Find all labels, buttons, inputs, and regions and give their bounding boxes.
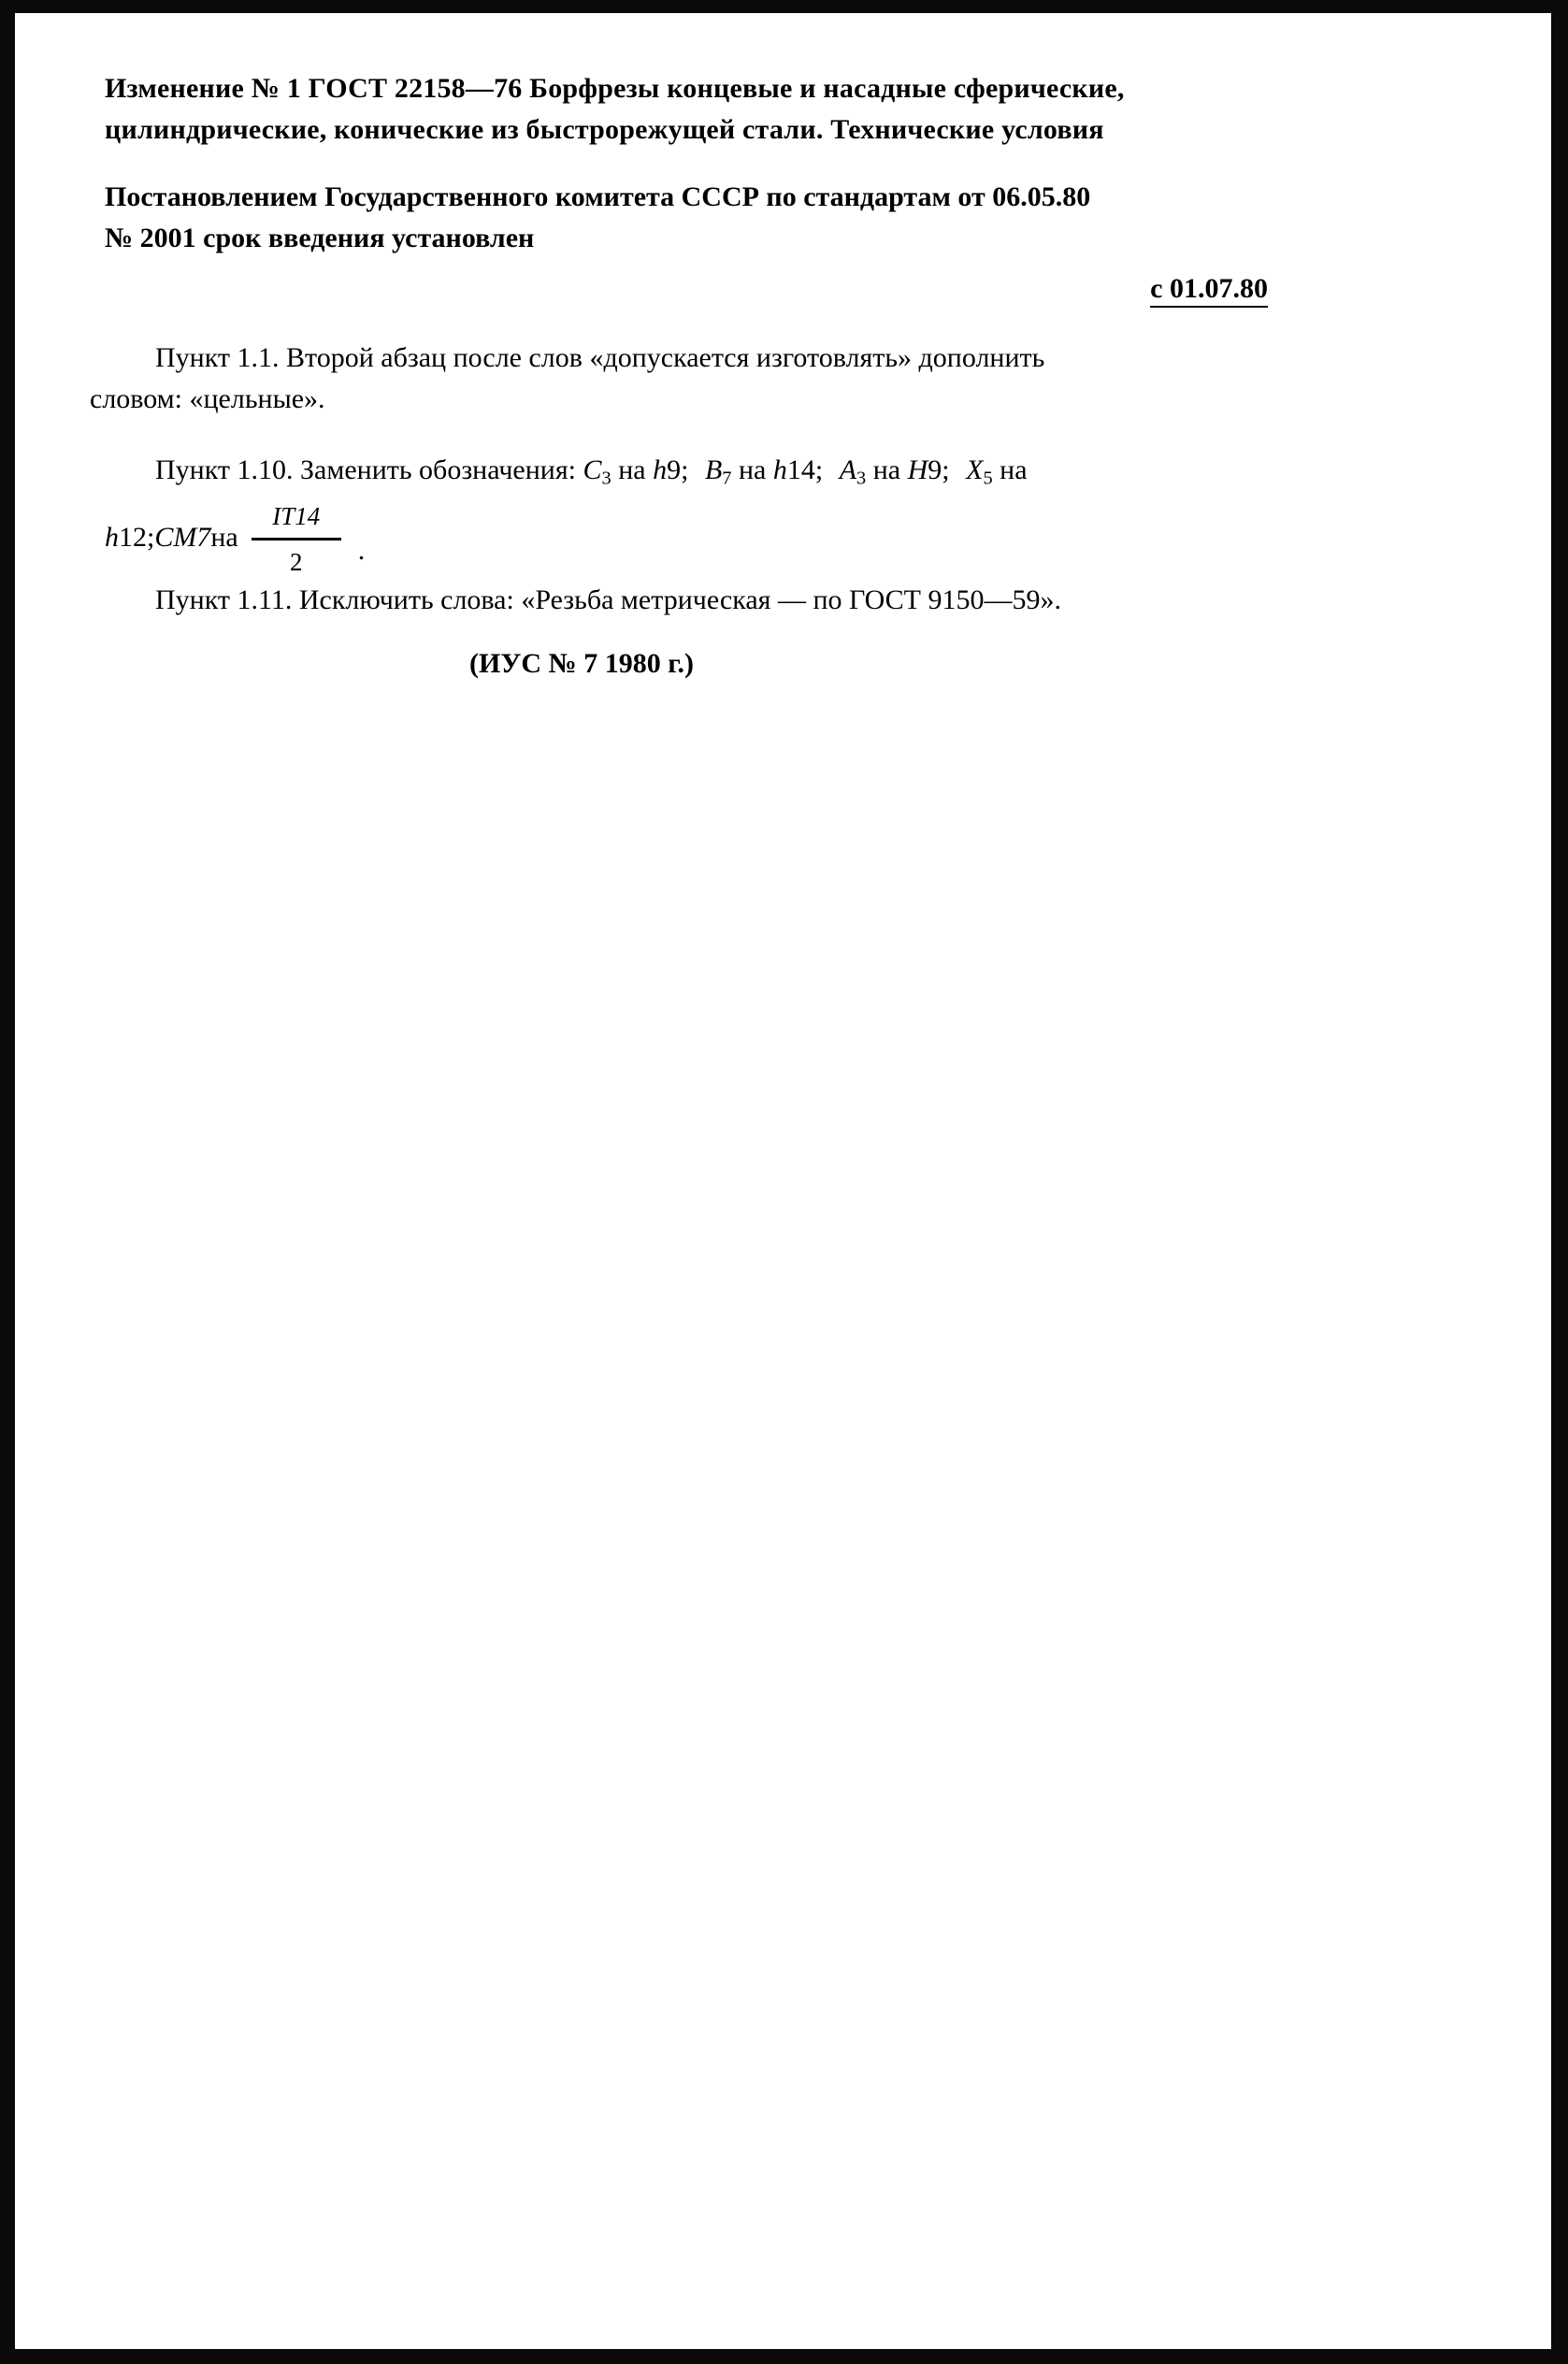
symbol-c-target: h — [653, 454, 668, 485]
symbol-a-target: H — [907, 454, 928, 485]
item-1-10-line-2 — [105, 502, 1432, 577]
symbol-b: B — [704, 454, 723, 485]
symbol-a: A — [839, 454, 857, 485]
symbol-a-target-num: 9; — [928, 454, 957, 485]
symbol-b-target: h — [772, 454, 787, 485]
symbol-b-mid: на — [731, 454, 773, 485]
symbol-c: C — [583, 454, 602, 485]
item-1-1-line-2: словом: «цельные». — [90, 383, 325, 414]
symbol-b-target-num: 14; — [786, 454, 830, 485]
document-header — [105, 69, 1432, 150]
symbol-h12: h — [105, 521, 119, 553]
header-line-2: цилиндрические, конические из быстрорежущей стали. Технические условия — [105, 114, 1104, 145]
symbol-h12-num: 12; — [119, 521, 155, 553]
symbol-c-target-num: 9; — [667, 454, 696, 485]
document-content — [90, 69, 1432, 680]
symbol-x-mid: на — [992, 454, 1028, 485]
symbol-b-sub: 7 — [722, 468, 732, 489]
fraction-it14-over-2 — [252, 497, 341, 582]
decree-block — [105, 178, 1432, 258]
item-1-10 — [105, 451, 1432, 577]
symbol-x: X — [966, 454, 984, 485]
symbol-c-mid: на — [611, 454, 654, 485]
symbol-cm7: CM7 — [154, 521, 211, 553]
decree-line-1: Постановлением Государственного комитета СССР по стандартам от 06.05.80 — [105, 181, 1091, 212]
document-page — [15, 13, 1551, 2349]
scan-edge-left — [0, 0, 15, 2364]
symbol-c-sub: 3 — [601, 468, 611, 489]
scan-edge-top — [0, 0, 1568, 13]
document-footer: (ИУС № 7 1980 г.) — [469, 647, 694, 679]
item-1-11-line-1: Пункт 1.11. Исключить слова: «Резьба метрическая — по ГОСТ 9150—59». — [155, 584, 1061, 615]
item-1-10-line-1 — [105, 451, 1432, 498]
symbol-cm7-mid: на — [210, 521, 238, 553]
scan-edge-bottom — [0, 2349, 1568, 2364]
symbol-a-sub: 3 — [856, 468, 867, 489]
decree-line-2: № 2001 срок введения установлен — [105, 223, 535, 253]
item-1-1 — [90, 339, 1432, 419]
scan-edge-right — [1551, 0, 1568, 2364]
item-1-10-end-punct: . — [357, 534, 366, 566]
header-line-1: Изменение № 1 ГОСТ 22158—76 Борфрезы концевые и насадные сферические, — [105, 73, 1125, 104]
symbol-x-sub: 5 — [983, 468, 993, 489]
symbol-a-mid: на — [866, 454, 908, 485]
fraction-denominator: 2 — [289, 548, 303, 577]
fraction-numerator: IT14 — [272, 502, 321, 531]
effective-date-value: с 01.07.80 — [1150, 273, 1268, 308]
item-1-10-lead: Пункт 1.10. Заменить обозначения: — [155, 454, 583, 485]
effective-date — [105, 273, 1432, 305]
item-1-1-line-1: Пункт 1.1. Второй абзац после слов «допускается изготовлять» дополнить — [155, 342, 1045, 373]
item-1-11 — [105, 581, 1432, 620]
